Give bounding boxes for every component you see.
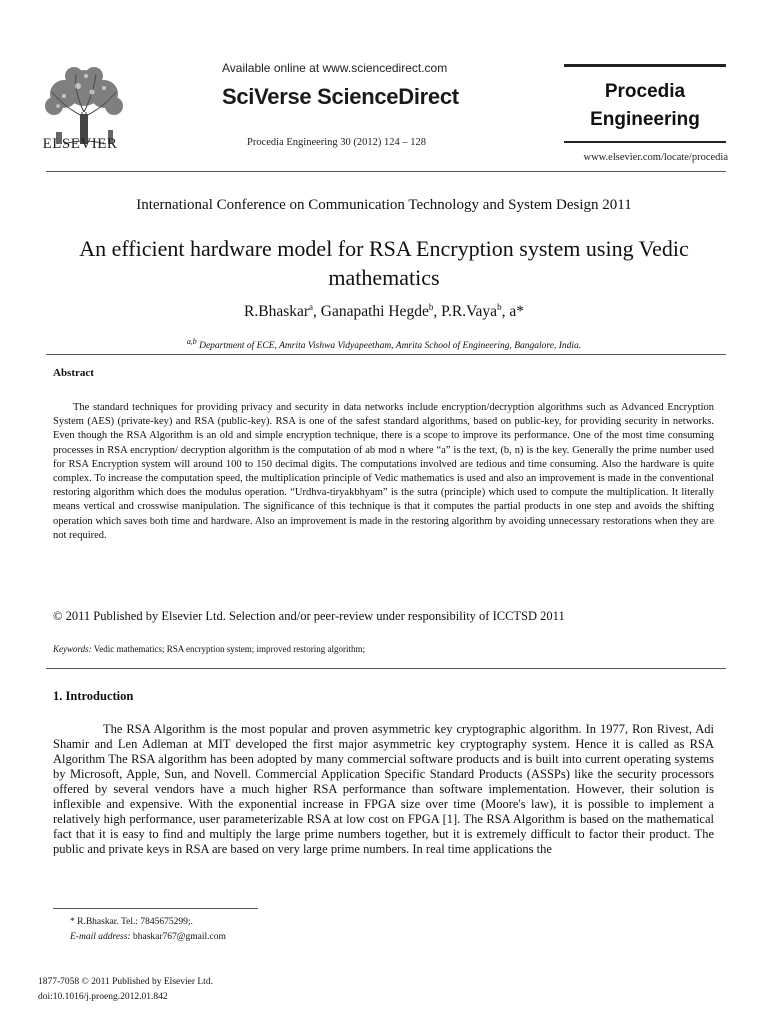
journal-name-line1: Procedia — [604, 81, 686, 102]
author-name: P.R.Vaya — [441, 303, 498, 321]
affiliation-mark: a,b — [186, 337, 197, 346]
author-affiliation-mark: a — [309, 302, 314, 312]
footnote-divider — [53, 908, 258, 909]
affiliation-divider — [46, 354, 726, 355]
author-list: R.Bhaskar$^a$, Ganapathi Hegde$^b$, P.R.Vaya$^b$, a* — [244, 302, 524, 321]
author-affiliation-mark: b — [497, 302, 502, 312]
introduction-text: The RSA Algorithm is the most popular and proven asymmetric key cryptographic algorithm. In 1977, Ron Rivest, Adi Shamir and Len Adleman at MIT developed the first major asymmetric key cryptography system. Hence it is called as RSA Algorithm The RSA algorithm has been adopted by many commercial software products and is built into current operating systems by Microsoft, Apple, Sun, and Novell. Commercial Application Specific Standard Products (ASSPs) like the security processors offered by several vendors have a much higher RSA performance than software implementation. However, their solution is inflexible and expensive. With the exponential increase in FPGA size over time (Moore's law), it is possible to implement a relatively high performance, user parameterizable RSA at low cost on FPGA [1]. The RSA Algorithm is based on the mathematical fact that it is easy to find and multiply the large prime numbers together, but it is extremely difficult to factor their product. The public and private keys in RSA are based on very large prime numbers. In real time applications the — [53, 722, 714, 856]
available-online-text: Available online at www.sciencedirect.com — [222, 61, 448, 75]
abstract-divider — [46, 668, 726, 669]
paper-title: An efficient hardware model for RSA Encryption system using Vedic mathematics — [79, 236, 689, 290]
section-heading-introduction: 1. Introduction — [53, 689, 134, 703]
abstract-text: The standard techniques for providing privacy and security in data networks include encryption/decryption algorithms such as Advanced Encryption System (AES) (private-key) and RSA (public-key). RSA is one of the safest standard algorithms, based on public-key, for providing security in networks. Even though the RSA Algorithm is an old and simple encryption technique, there is a scope to improve its performance. One of the most time consuming processes in RSA encryption/ decryption algorithm is the computation of ab mod n where “a” is the text, (b, n) is the key. Generally the prime number used for RSA Encryption system will around 100 to 150 decimal digits. The computations involved are tedious and time consuming. Also the hardware is quite complex. To increase the computation speed, the multiplication principle of Vedic mathematics is used and also an improvement is made in the conventional restoring algorithm which does the modulus operation. “Urdhva-tiryakbhyam” is the sutra (principle) which used to compute the multiplication. It literally means vertical and crosswise manipulation. The significance of this technique is that it computes the partial products in one step and avoids the shifting operation which saves both time and hardware. Also an improvement is made in the restoring algorithm by avoiding unnecessary restorations when they are not required. — [53, 402, 714, 541]
footnote-correspondence: * R.Bhaskar. Tel.: 7845675299;. — [70, 917, 193, 927]
journal-url[interactable]: www.elsevier.com/locate/procedia — [583, 152, 728, 163]
keywords-text: Vedic mathematics; RSA encryption system; improved restoring algorithm; — [93, 644, 365, 654]
footnote-email — [70, 932, 226, 942]
sciverse-sciencedirect-logo: SciVerse ScienceDirect — [222, 84, 459, 109]
keywords-label: Keywords: — [53, 644, 92, 654]
journal-name — [564, 78, 726, 134]
copyright-notice: © 2011 Published by Elsevier Ltd. Selection and/or peer-review under responsibility of ICCTSD 2011 — [53, 609, 565, 623]
author-name: Ganapathi Hegde — [320, 303, 429, 321]
conference-name: International Conference on Communication Technology and System Design 2011 — [136, 197, 632, 213]
email-label: E-mail address: — [70, 932, 131, 942]
author-name: R.Bhaskar — [244, 303, 310, 321]
header-divider — [46, 171, 726, 172]
email-address[interactable]: bhaskar767@gmail.com — [132, 932, 226, 942]
abstract-heading: Abstract — [53, 367, 94, 379]
issn-line: 1877-7058 © 2011 Published by Elsevier Ltd. — [38, 977, 213, 987]
publisher-name: ELSEVIER — [42, 136, 118, 152]
affiliation-text: Department of ECE, Amrita Vishwa Vidyapeetham, Amrita School of Engineering, Bangalore, India. — [199, 341, 582, 352]
journal-reference: Procedia Engineering 30 (2012) 124 – 128 — [247, 137, 427, 148]
doi-line[interactable]: doi:10.1016/j.proeng.2012.01.842 — [38, 992, 168, 1002]
author-affiliation-mark: b — [428, 302, 434, 312]
journal-bottom-rule — [564, 141, 726, 143]
affiliation — [0, 337, 768, 351]
author-tail: a* — [509, 303, 524, 321]
journal-top-rule — [564, 64, 726, 67]
journal-name-line2: Engineering — [590, 109, 700, 130]
keywords — [53, 644, 365, 654]
